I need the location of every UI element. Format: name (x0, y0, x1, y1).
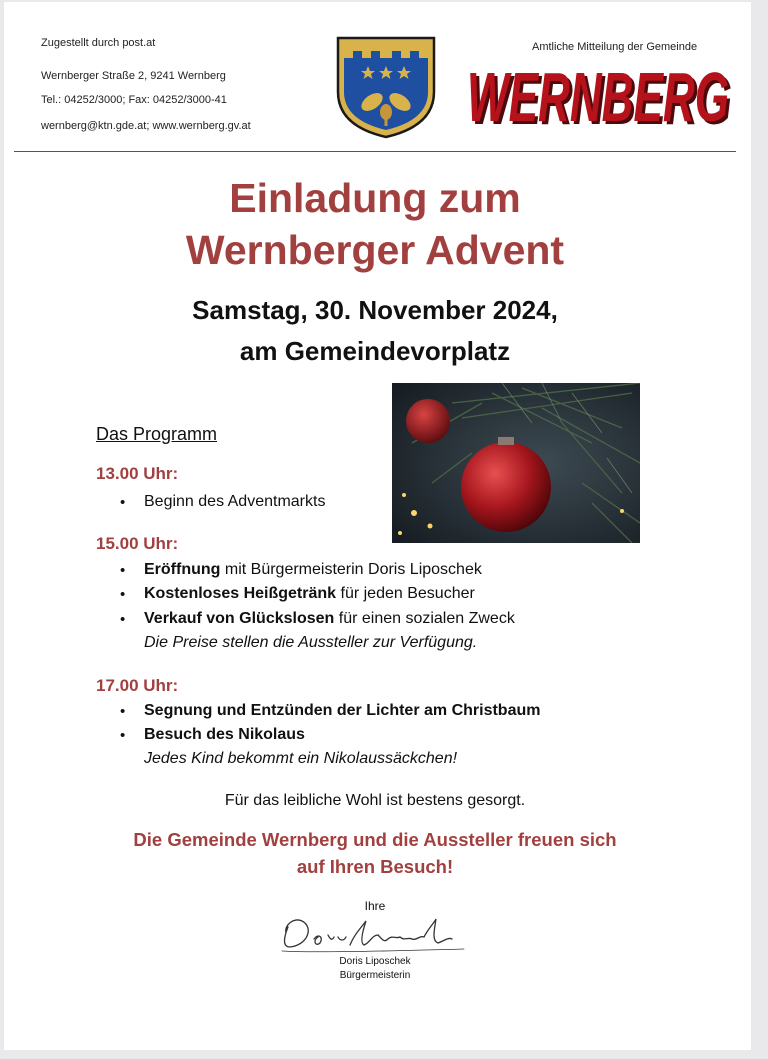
handwritten-signature (274, 907, 474, 955)
closing-line-2: auf Ihren Besuch! (296, 856, 454, 877)
prize-note: Die Preise stellen die Aussteller zur Verfügung. (144, 634, 478, 651)
title-line-1: Einladung zum (229, 175, 521, 221)
date-line: Samstag, 30. November 2024, (192, 295, 558, 325)
delivered-by: Zugestellt durch post.at (41, 37, 156, 49)
time-1300: 13.00 Uhr: (96, 464, 179, 483)
christmas-ornament-photo (392, 383, 640, 543)
bullet-icon: • (120, 562, 126, 579)
salutation: Ihre (364, 899, 386, 913)
bullet-icon: • (120, 586, 126, 603)
time-1500: 15.00 Uhr: (96, 534, 179, 553)
catering-line: Für das leibliche Wohl ist bestens gesorgt. (224, 792, 526, 809)
nikolaus-note: Jedes Kind bekommt ein Nikolaussäckchen! (144, 750, 458, 767)
address: Wernberger Straße 2, 9241 Wernberg (41, 70, 226, 82)
time-1700: 17.00 Uhr: (96, 676, 179, 695)
header-divider (14, 151, 736, 152)
bullet-icon: • (120, 703, 126, 720)
title-line-2: Wernberger Advent (185, 227, 565, 273)
signatory-role: Bürgermeisterin (339, 970, 411, 981)
signatory-name: Doris Liposchek (339, 956, 411, 967)
location-line: am Gemeindevorplatz (239, 336, 511, 366)
bullet-icon: • (120, 611, 126, 628)
program-heading: Das Programm (96, 424, 218, 444)
bullet-icon: • (120, 494, 126, 511)
closing-line-1: Die Gemeinde Wernberg und die Aussteller freuen sich (133, 829, 617, 850)
bullet-icon: • (120, 727, 126, 744)
official-notice: Amtliche Mitteilung der Gemeinde (532, 41, 698, 53)
svg-text:WERNBERG: WERNBERG (467, 58, 729, 136)
email-web: wernberg@ktn.gde.at; www.wernberg.gv.at (41, 120, 251, 132)
svg-text:WERNBERG: WERNBERG (470, 61, 732, 136)
crest-icon (334, 34, 438, 140)
wernberg-logo (466, 58, 738, 136)
phone-fax: Tel.: 04252/3000; Fax: 04252/3000-41 (41, 94, 227, 106)
flyer-page: Zugestellt durch post.at Wernberger Straße 2, 9241 Wernberg Tel.: 04252/3000; Fax: 04252/3000-41 wernberg@ktn.gde.at; www.wernberg.gv.at Amtliche Mitteilung der Gemeinde WERNBERG WERNBERG Einladung zum Wernberger Advent Samstag, 30. November 2024, am Gemeindevorplatz Das Programm 13.00 Uhr: • Beginn des Adventmarkts 15.00 Uhr: • Eröffnung mit Bürgermeisterin Doris Liposchek • Kostenloses Heißgetränk für jeden Besucher • Verkauf von Glückslosen für einen sozialen Zweck Die Preise stellen die Aussteller zur Verfügung. 17.00 Uhr: • Segnung und Entzünden der Lichter am Christbaum • Besuch des Nikolaus Jedes Kind bekommt ein Nikolaussäckchen! Für das leibliche Wohl ist bestens gesorgt. Die Gemeinde Wernberg und die Aussteller freuen sich auf Ihren Besuch! Ihre Doris Liposchek Bürgermeisterin (4, 2, 751, 1050)
